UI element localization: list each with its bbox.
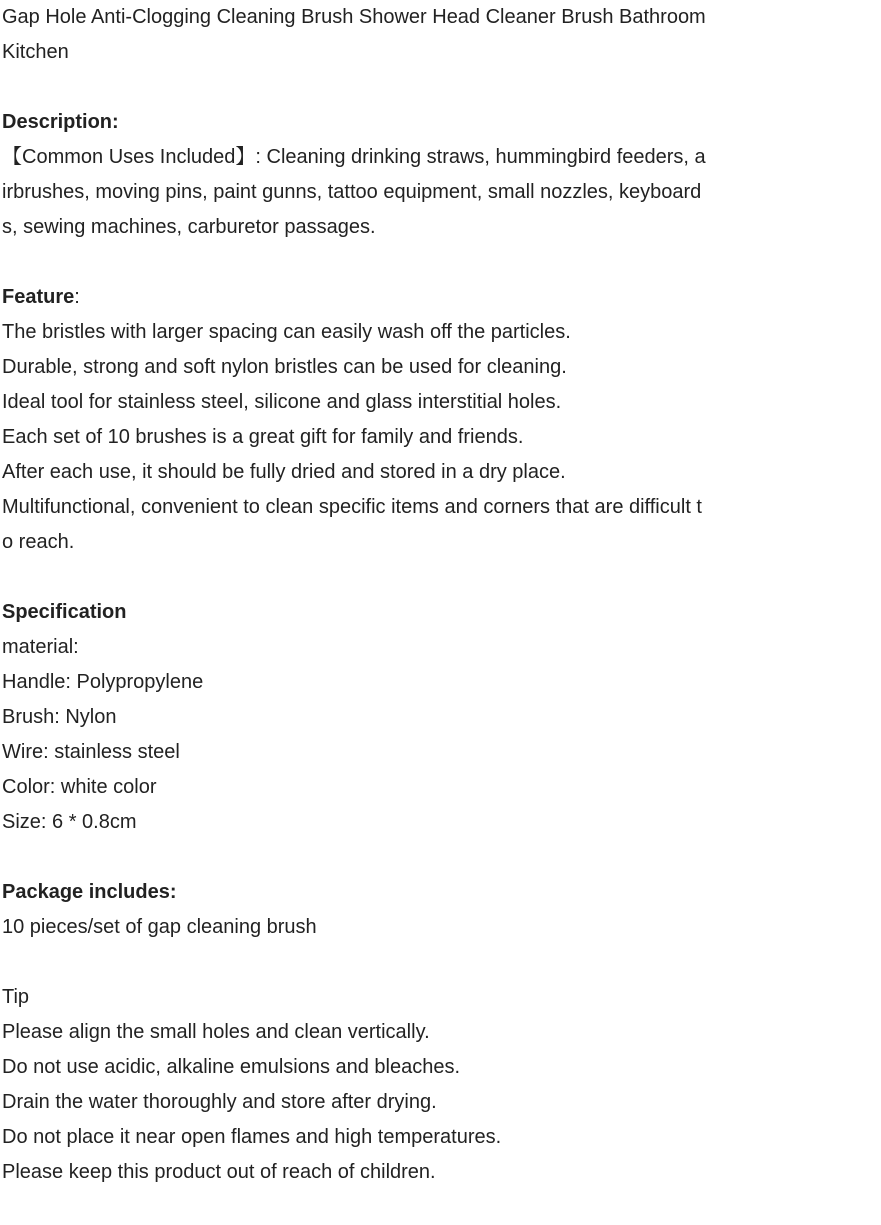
- feature-line: Each set of 10 brushes is a great gift for family and friends.: [2, 426, 524, 448]
- tip-line: Please keep this product out of reach of children.: [2, 1161, 436, 1183]
- specification-line: Color: white color: [2, 776, 157, 798]
- feature-heading-colon: :: [74, 286, 80, 308]
- tip-line: Please align the small holes and clean vertically.: [2, 1021, 430, 1043]
- description-line: irbrushes, moving pins, paint gunns, tattoo equipment, small nozzles, keyboard: [2, 181, 702, 203]
- description-heading: Description:: [2, 111, 119, 133]
- feature-line: After each use, it should be fully dried and stored in a dry place.: [2, 461, 566, 483]
- description-line: s, sewing machines, carburetor passages.: [2, 216, 376, 238]
- product-title-line-1: Gap Hole Anti-Clogging Cleaning Brush Shower Head Cleaner Brush Bathroom: [2, 6, 706, 28]
- package-heading: Package includes:: [2, 881, 177, 903]
- specification-line: Size: 6 * 0.8cm: [2, 811, 137, 833]
- feature-line: Durable, strong and soft nylon bristles can be used for cleaning.: [2, 356, 567, 378]
- tip-line: Do not place it near open flames and high temperatures.: [2, 1126, 502, 1148]
- tip-line: Drain the water thoroughly and store after drying.: [2, 1091, 437, 1113]
- feature-line: Ideal tool for stainless steel, silicone and glass interstitial holes.: [2, 391, 562, 413]
- feature-heading-row: [2, 280, 881, 315]
- spacer: [2, 945, 881, 980]
- feature-heading: Feature: [2, 286, 75, 308]
- product-title-line-2: Kitchen: [2, 41, 69, 63]
- feature-line: The bristles with larger spacing can easily wash off the particles.: [2, 321, 571, 343]
- feature-line: o reach.: [2, 531, 75, 553]
- description-line: 【Common Uses Included】: Cleaning drinking straws, hummingbird feeders, a: [2, 146, 706, 168]
- spacer: [2, 840, 881, 875]
- specification-line: Handle: Polypropylene: [2, 671, 204, 693]
- specification-line: material:: [2, 636, 79, 658]
- tip-heading: Tip: [2, 986, 30, 1008]
- package-line: 10 pieces/set of gap cleaning brush: [2, 916, 317, 938]
- tip-line: Do not use acidic, alkaline emulsions and bleaches.: [2, 1056, 461, 1078]
- spacer: [2, 245, 881, 280]
- feature-line: Multifunctional, convenient to clean specific items and corners that are difficult t: [2, 496, 702, 518]
- spacer: [2, 560, 881, 595]
- specification-line: Wire: stainless steel: [2, 741, 180, 763]
- specification-line: Brush: Nylon: [2, 706, 117, 728]
- spacer: [2, 70, 881, 105]
- specification-heading: Specification: [2, 601, 127, 623]
